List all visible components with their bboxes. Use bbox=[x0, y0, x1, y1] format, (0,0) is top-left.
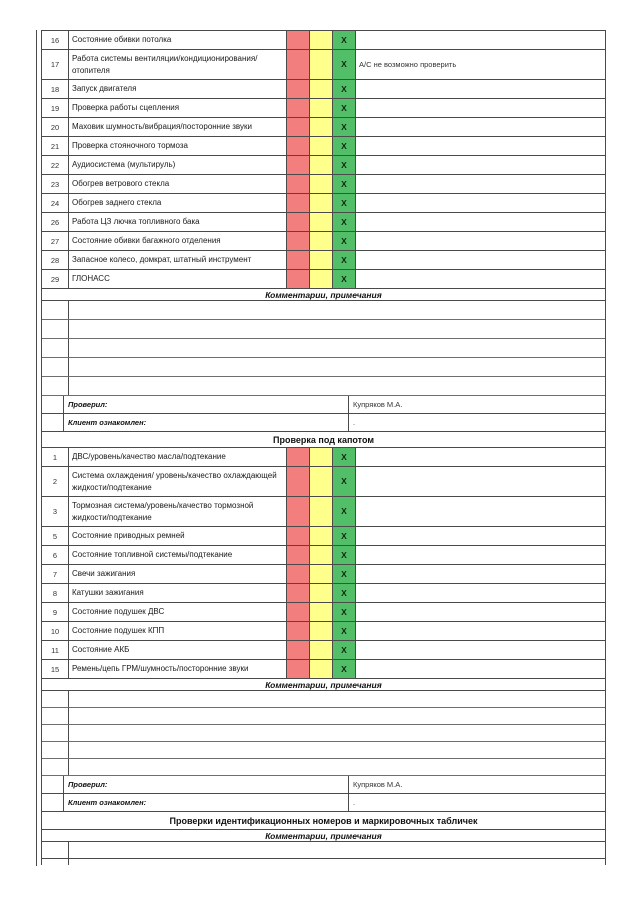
row-note: А/С не возможно проверить bbox=[359, 60, 457, 69]
check-mark: X bbox=[341, 121, 347, 132]
row-note bbox=[356, 270, 605, 288]
row-note bbox=[356, 546, 605, 564]
row-number: 16 bbox=[42, 31, 69, 49]
row-number: 28 bbox=[42, 251, 69, 269]
comment-row-text-cell bbox=[69, 339, 605, 357]
comment-row bbox=[42, 842, 605, 859]
status-cell-yellow bbox=[310, 213, 333, 231]
check-mark: X bbox=[341, 83, 347, 94]
row-number: 10 bbox=[42, 622, 69, 640]
checklist-row bbox=[42, 641, 605, 660]
row-note bbox=[356, 565, 605, 583]
comment-row-text-cell bbox=[69, 842, 605, 858]
client-informed-label: Клиент ознакомлен: bbox=[64, 414, 349, 431]
row-label: Ремень/цепь ГРМ/шумность/посторонние звуки bbox=[69, 660, 287, 678]
status-cell-red bbox=[287, 80, 310, 98]
checklist-row bbox=[42, 251, 605, 270]
checklist-row bbox=[42, 80, 605, 99]
comments-header-label: Комментарии, примечания bbox=[265, 830, 382, 841]
status-cell-green bbox=[333, 497, 356, 526]
status-cell-yellow bbox=[310, 31, 333, 49]
status-cell-yellow bbox=[310, 137, 333, 155]
check-mark: X bbox=[341, 235, 347, 246]
status-cell-red bbox=[287, 584, 310, 602]
status-cell-yellow bbox=[310, 156, 333, 174]
check-mark: X bbox=[341, 159, 347, 170]
comment-row bbox=[42, 759, 605, 776]
row-label: Запасное колесо, домкрат, штатный инструмент bbox=[69, 251, 287, 269]
row-label: Состояние топливной системы/подтекание bbox=[69, 546, 287, 564]
row-note bbox=[356, 118, 605, 136]
check-mark: X bbox=[341, 476, 347, 487]
comment-row-text-cell bbox=[69, 859, 605, 865]
checklist-row bbox=[42, 156, 605, 175]
status-cell-red bbox=[287, 603, 310, 621]
status-cell-green bbox=[333, 527, 356, 545]
check-mark: X bbox=[341, 568, 347, 579]
checklist-row bbox=[42, 584, 605, 603]
row-label: Тормозная система/уровень/качество тормозной жидкости/подтекание bbox=[69, 497, 287, 526]
check-mark: X bbox=[341, 178, 347, 189]
inspector-name: Купряков М.А. bbox=[353, 780, 403, 789]
hood-checklist bbox=[42, 448, 605, 679]
status-cell-green bbox=[333, 270, 356, 288]
checklist-row bbox=[42, 137, 605, 156]
check-mark: X bbox=[341, 530, 347, 541]
client-signature-cell: . bbox=[353, 798, 356, 807]
row-label: Состояние обивки багажного отделения bbox=[69, 232, 287, 250]
status-cell-yellow bbox=[310, 622, 333, 640]
row-note bbox=[356, 603, 605, 621]
status-cell-yellow bbox=[310, 194, 333, 212]
status-cell-green bbox=[333, 565, 356, 583]
check-mark: X bbox=[341, 102, 347, 113]
row-number: 24 bbox=[42, 194, 69, 212]
comment-row bbox=[42, 320, 605, 339]
row-number: 26 bbox=[42, 213, 69, 231]
status-cell-green bbox=[333, 156, 356, 174]
comment-row-number-cell bbox=[42, 742, 69, 758]
comment-row bbox=[42, 358, 605, 377]
row-label: ГЛОНАСС bbox=[69, 270, 287, 288]
section-header-ids bbox=[42, 812, 605, 830]
status-cell-red bbox=[287, 31, 310, 49]
status-cell-yellow bbox=[310, 99, 333, 117]
row-number: 15 bbox=[42, 660, 69, 678]
row-note bbox=[356, 584, 605, 602]
row-label: Состояние подушек ДВС bbox=[69, 603, 287, 621]
row-note bbox=[356, 448, 605, 466]
row-number: 17 bbox=[42, 50, 69, 79]
row-number: 20 bbox=[42, 118, 69, 136]
section-header-ids-label: Проверки идентификационных номеров и маркировочных табличек bbox=[169, 815, 478, 826]
status-cell-green bbox=[333, 31, 356, 49]
comment-row bbox=[42, 691, 605, 708]
check-mark: X bbox=[341, 625, 347, 636]
status-cell-red bbox=[287, 251, 310, 269]
status-cell-green bbox=[333, 194, 356, 212]
comment-row-text-cell bbox=[69, 708, 605, 724]
checklist-row bbox=[42, 546, 605, 565]
row-note bbox=[356, 99, 605, 117]
row-number: 23 bbox=[42, 175, 69, 193]
status-cell-red bbox=[287, 118, 310, 136]
row-note bbox=[356, 194, 605, 212]
status-cell-red bbox=[287, 497, 310, 526]
row-number: 8 bbox=[42, 584, 69, 602]
row-number: 6 bbox=[42, 546, 69, 564]
row-label: Аудиосистема (мультируль) bbox=[69, 156, 287, 174]
status-cell-yellow bbox=[310, 584, 333, 602]
row-label: ДВС/уровень/качество масла/подтекание bbox=[69, 448, 287, 466]
check-mark: X bbox=[341, 451, 347, 462]
comment-row-text-cell bbox=[69, 759, 605, 775]
comment-row-number-cell bbox=[42, 691, 69, 707]
signoff-checked-hood bbox=[42, 776, 605, 794]
comment-row-partial bbox=[42, 859, 605, 865]
comment-row bbox=[42, 377, 605, 396]
status-cell-green bbox=[333, 137, 356, 155]
checklist-row bbox=[42, 467, 605, 497]
check-mark: X bbox=[341, 587, 347, 598]
status-cell-green bbox=[333, 80, 356, 98]
row-label: Проверка работы сцепления bbox=[69, 99, 287, 117]
row-label: Обогрев заднего стекла bbox=[69, 194, 287, 212]
check-mark: X bbox=[341, 140, 347, 151]
status-cell-red bbox=[287, 50, 310, 79]
status-cell-red bbox=[287, 175, 310, 193]
section-header-hood bbox=[42, 432, 605, 448]
checklist-row bbox=[42, 99, 605, 118]
check-mark: X bbox=[341, 506, 347, 517]
checklist-row bbox=[42, 232, 605, 251]
row-number: 22 bbox=[42, 156, 69, 174]
status-cell-yellow bbox=[310, 118, 333, 136]
status-cell-green bbox=[333, 448, 356, 466]
signoff-tick-cell bbox=[42, 396, 64, 413]
status-cell-yellow bbox=[310, 175, 333, 193]
row-note bbox=[356, 527, 605, 545]
comments-block-interior bbox=[42, 301, 605, 396]
status-cell-green bbox=[333, 175, 356, 193]
checklist-row bbox=[42, 213, 605, 232]
comment-row-number-cell bbox=[42, 708, 69, 724]
status-cell-yellow bbox=[310, 641, 333, 659]
comment-row bbox=[42, 725, 605, 742]
row-number: 21 bbox=[42, 137, 69, 155]
status-cell-red bbox=[287, 194, 310, 212]
status-cell-yellow bbox=[310, 467, 333, 496]
status-cell-green bbox=[333, 99, 356, 117]
comment-row-number-cell bbox=[42, 301, 69, 319]
status-cell-yellow bbox=[310, 603, 333, 621]
row-number: 5 bbox=[42, 527, 69, 545]
row-note bbox=[356, 156, 605, 174]
comments-block-hood bbox=[42, 691, 605, 776]
checklist-row bbox=[42, 622, 605, 641]
row-note bbox=[356, 622, 605, 640]
status-cell-yellow bbox=[310, 565, 333, 583]
row-label: Проверка стояночного тормоза bbox=[69, 137, 287, 155]
status-cell-red bbox=[287, 270, 310, 288]
comments-block-ids bbox=[42, 842, 605, 859]
comment-row-text-cell bbox=[69, 320, 605, 338]
section-header-hood-label: Проверка под капотом bbox=[273, 434, 374, 445]
status-cell-green bbox=[333, 546, 356, 564]
comment-row-text-cell bbox=[69, 377, 605, 395]
checklist-row bbox=[42, 175, 605, 194]
comment-row bbox=[42, 339, 605, 358]
status-cell-yellow bbox=[310, 251, 333, 269]
comments-header-hood bbox=[42, 679, 605, 691]
comments-header-label: Комментарии, примечания bbox=[265, 679, 382, 690]
row-note bbox=[356, 232, 605, 250]
status-cell-red bbox=[287, 660, 310, 678]
comment-row-number-cell bbox=[42, 842, 69, 858]
comment-row-text-cell bbox=[69, 725, 605, 741]
row-label: Маховик шумность/вибрация/посторонние звуки bbox=[69, 118, 287, 136]
check-mark: X bbox=[341, 549, 347, 560]
comment-row-text-cell bbox=[69, 301, 605, 319]
comment-row-number-cell bbox=[42, 358, 69, 376]
status-cell-yellow bbox=[310, 497, 333, 526]
checklist-row bbox=[42, 603, 605, 622]
row-label: Состояние обивки потолка bbox=[69, 31, 287, 49]
status-cell-green bbox=[333, 232, 356, 250]
status-cell-yellow bbox=[310, 448, 333, 466]
status-cell-green bbox=[333, 660, 356, 678]
status-cell-green bbox=[333, 584, 356, 602]
row-note bbox=[356, 137, 605, 155]
status-cell-red bbox=[287, 448, 310, 466]
row-label: Обогрев ветрового стекла bbox=[69, 175, 287, 193]
checked-by-label: Проверил: bbox=[64, 396, 349, 413]
comment-row-number-cell bbox=[42, 339, 69, 357]
row-label: Состояние приводных ремней bbox=[69, 527, 287, 545]
signoff-tick-cell bbox=[42, 414, 64, 431]
row-number: 2 bbox=[42, 467, 69, 496]
comment-row-number-cell bbox=[42, 859, 69, 865]
row-note bbox=[356, 175, 605, 193]
row-number: 9 bbox=[42, 603, 69, 621]
row-number: 19 bbox=[42, 99, 69, 117]
row-label: Запуск двигателя bbox=[69, 80, 287, 98]
status-cell-red bbox=[287, 565, 310, 583]
row-label: Работа ЦЗ лючка топливного бака bbox=[69, 213, 287, 231]
check-mark: X bbox=[341, 34, 347, 45]
checklist-row bbox=[42, 497, 605, 527]
check-mark: X bbox=[341, 254, 347, 265]
client-signature-cell: . bbox=[353, 418, 356, 427]
status-cell-green bbox=[333, 118, 356, 136]
client-informed-label: Клиент ознакомлен: bbox=[64, 794, 349, 811]
signoff-checked-interior bbox=[42, 396, 605, 414]
signoff-client-hood bbox=[42, 794, 605, 812]
row-label: Состояние АКБ bbox=[69, 641, 287, 659]
status-cell-green bbox=[333, 251, 356, 269]
check-mark: X bbox=[341, 197, 347, 208]
row-label: Система охлаждения/ уровень/качество охлаждающей жидкости/подтекание bbox=[69, 467, 287, 496]
comment-row-text-cell bbox=[69, 742, 605, 758]
row-label: Состояние подушек КПП bbox=[69, 622, 287, 640]
page-left-rule bbox=[36, 30, 37, 866]
row-number: 27 bbox=[42, 232, 69, 250]
check-mark: X bbox=[341, 606, 347, 617]
row-note bbox=[356, 80, 605, 98]
checklist-row bbox=[42, 448, 605, 467]
status-cell-yellow bbox=[310, 270, 333, 288]
comment-row-number-cell bbox=[42, 725, 69, 741]
check-mark: X bbox=[341, 216, 347, 227]
status-cell-green bbox=[333, 50, 356, 79]
row-note bbox=[356, 251, 605, 269]
check-mark: X bbox=[341, 273, 347, 284]
status-cell-yellow bbox=[310, 80, 333, 98]
checklist-row bbox=[42, 118, 605, 137]
checked-by-label: Проверил: bbox=[64, 776, 349, 793]
row-note bbox=[356, 497, 605, 526]
status-cell-red bbox=[287, 527, 310, 545]
interior-checklist bbox=[42, 31, 605, 289]
checklist-row bbox=[42, 50, 605, 80]
status-cell-red bbox=[287, 99, 310, 117]
row-label: Работа системы вентиляции/кондиционирования/ отопителя bbox=[69, 50, 287, 79]
inspector-name: Купряков М.А. bbox=[353, 400, 403, 409]
status-cell-red bbox=[287, 622, 310, 640]
status-cell-yellow bbox=[310, 232, 333, 250]
row-note bbox=[356, 31, 605, 49]
checklist-row bbox=[42, 527, 605, 546]
status-cell-green bbox=[333, 467, 356, 496]
checklist-row bbox=[42, 194, 605, 213]
comment-row-number-cell bbox=[42, 377, 69, 395]
comment-row bbox=[42, 742, 605, 759]
comment-row-number-cell bbox=[42, 320, 69, 338]
comment-row bbox=[42, 301, 605, 320]
status-cell-red bbox=[287, 546, 310, 564]
signoff-tick-cell bbox=[42, 776, 64, 793]
comments-header-ids bbox=[42, 830, 605, 842]
row-number: 18 bbox=[42, 80, 69, 98]
status-cell-green bbox=[333, 641, 356, 659]
status-cell-yellow bbox=[310, 546, 333, 564]
row-number: 1 bbox=[42, 448, 69, 466]
status-cell-yellow bbox=[310, 50, 333, 79]
comment-row-text-cell bbox=[69, 691, 605, 707]
comment-row-number-cell bbox=[42, 759, 69, 775]
status-cell-red bbox=[287, 156, 310, 174]
row-number: 11 bbox=[42, 641, 69, 659]
checklist-row bbox=[42, 270, 605, 289]
status-cell-red bbox=[287, 213, 310, 231]
check-mark: X bbox=[341, 59, 347, 70]
status-cell-red bbox=[287, 641, 310, 659]
status-cell-red bbox=[287, 467, 310, 496]
status-cell-green bbox=[333, 622, 356, 640]
check-mark: X bbox=[341, 644, 347, 655]
status-cell-green bbox=[333, 603, 356, 621]
row-number: 7 bbox=[42, 565, 69, 583]
comments-header-interior bbox=[42, 289, 605, 301]
row-note bbox=[356, 641, 605, 659]
comment-row-text-cell bbox=[69, 358, 605, 376]
row-note bbox=[356, 467, 605, 496]
checklist-row bbox=[42, 31, 605, 50]
row-number: 29 bbox=[42, 270, 69, 288]
row-note bbox=[356, 660, 605, 678]
comment-row bbox=[42, 708, 605, 725]
status-cell-red bbox=[287, 232, 310, 250]
check-mark: X bbox=[341, 663, 347, 674]
status-cell-yellow bbox=[310, 660, 333, 678]
row-note bbox=[356, 213, 605, 231]
checklist-row bbox=[42, 660, 605, 679]
row-number: 3 bbox=[42, 497, 69, 526]
comments-header-label: Комментарии, примечания bbox=[265, 289, 382, 300]
signoff-client-interior bbox=[42, 414, 605, 432]
status-cell-green bbox=[333, 213, 356, 231]
checklist-row bbox=[42, 565, 605, 584]
row-label: Свечи зажигания bbox=[69, 565, 287, 583]
status-cell-yellow bbox=[310, 527, 333, 545]
row-label: Катушки зажигания bbox=[69, 584, 287, 602]
inspection-sheet bbox=[41, 30, 606, 865]
status-cell-red bbox=[287, 137, 310, 155]
signoff-tick-cell bbox=[42, 794, 64, 811]
